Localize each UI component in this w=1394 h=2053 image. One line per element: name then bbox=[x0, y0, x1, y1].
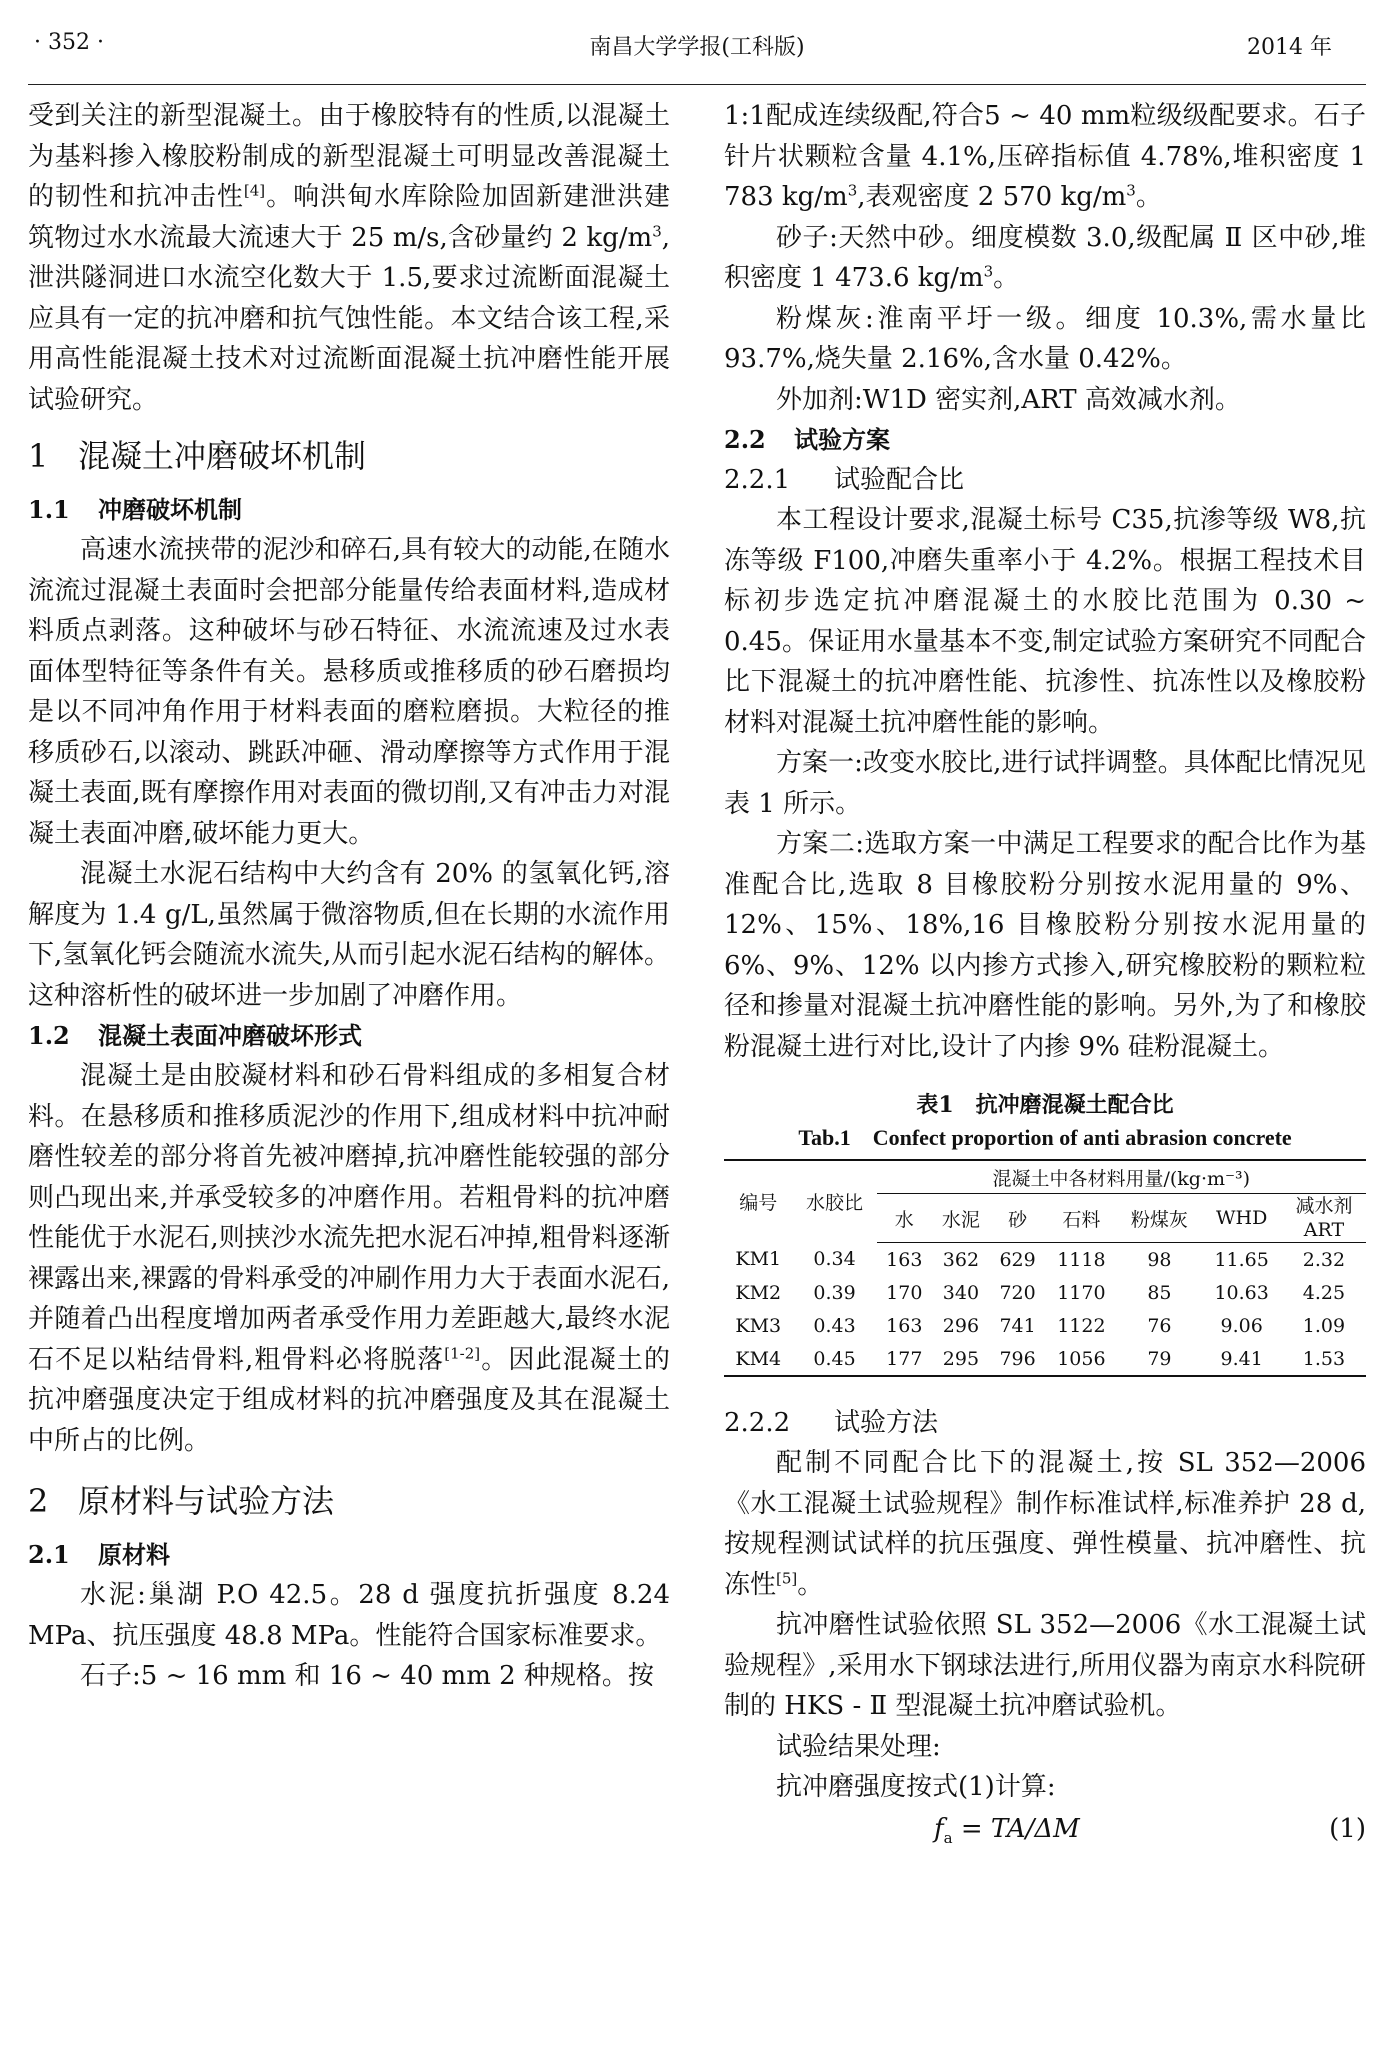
mix-proportion-table bbox=[724, 1159, 1366, 1377]
paragraph: 配制不同配合比下的混凝土,按 SL 352—2006《水工混凝土试验规程》制作标准试样,标准养护 28 d,按规程测试试样的抗压强度、弹性模量、抗冲磨性、抗冻性[5]。 bbox=[724, 1448, 1366, 1600]
table-header-id: 编号 bbox=[724, 1160, 793, 1243]
right-column bbox=[724, 96, 1366, 1859]
table-row: KM3 0.43 163 296 741 1122 76 9.06 1.09 bbox=[735, 1314, 1346, 1337]
paragraph: 方案一:改变水胶比,进行试拌调整。具体配比情况见表 1 所示。 bbox=[724, 748, 1366, 819]
table-header-water: 水 bbox=[877, 1194, 932, 1243]
table-header-flyash: 粉煤灰 bbox=[1117, 1194, 1201, 1243]
section-2-2-2-heading: 2.2.2 试验方法 bbox=[724, 1408, 939, 1438]
table-header-stone: 石料 bbox=[1045, 1194, 1117, 1243]
table-header-whd: WHD bbox=[1201, 1194, 1281, 1243]
table-header-art: 减水剂 ART bbox=[1282, 1194, 1366, 1243]
section-1-2-heading: 1.2 混凝土表面冲磨破坏形式 bbox=[28, 1021, 362, 1050]
left-column bbox=[28, 96, 670, 1697]
paragraph: 抗冲磨强度按式(1)计算: bbox=[776, 1772, 1056, 1802]
section-2-1-heading: 2.1 原材料 bbox=[28, 1540, 170, 1569]
table-header-cement: 水泥 bbox=[932, 1194, 990, 1243]
section-2-2-1-heading: 2.2.1 试验配合比 bbox=[724, 465, 965, 495]
section-1-heading: 1 混凝土冲磨破坏机制 bbox=[28, 437, 367, 475]
journal-year: 2014 年 bbox=[1247, 35, 1332, 60]
paragraph: 试验结果处理: bbox=[776, 1731, 941, 1762]
paragraph: 水泥:巢湖 P.O 42.5。28 d 强度抗折强度 8.24 MPa、抗压强度 48.8 MPa。性能符合国家标准要求。 bbox=[28, 1580, 670, 1651]
paragraph: 1:1配成连续级配,符合5 ~ 40 mm粒级级配要求。石子针片状颗粒含量 4.1%,压碎指标值 4.78%,堆积密度 1 783 $kg/m^3$,表观密度 2 570 $kg/m^3$。 bbox=[724, 101, 1366, 212]
journal-title: 南昌大学学报(工科版) bbox=[589, 35, 805, 60]
table-header-ratio: 水胶比 bbox=[793, 1160, 877, 1243]
paragraph: 砂子:天然中砂。细度模数 3.0,级配属 Ⅱ 区中砂,堆积密度 1 473.6 $kg/m^3$。 bbox=[724, 222, 1366, 293]
equation-number: (1) bbox=[1329, 1813, 1366, 1844]
section-2-2-heading: 2.2 试验方案 bbox=[724, 425, 890, 454]
table-caption-cn: 表1 抗冲磨混凝土配合比 bbox=[916, 1092, 1174, 1118]
table-group-header: 混凝土中各材料用量/(kg·m⁻³) bbox=[877, 1160, 1366, 1194]
table-row: KM2 0.39 170 340 720 1170 85 10.63 4.25 bbox=[735, 1281, 1346, 1304]
paragraph: 外加剂:W1D 密实剂,ART 高效减水剂。 bbox=[776, 384, 1241, 415]
paragraph: 方案二:选取方案一中满足工程要求的配合比作为基准配合比,选取 8 目橡胶粉分别按水泥用量的 9%、12%、15%、18%,16 目橡胶粉分别按水泥用量的 6%、9%、12% 以内掺方式掺入,研究橡胶粉的颗粒粒径和掺量对混凝土抗冲磨性能的影响。另外,为了和橡胶粉混凝土进行对比,设计了内掺 9% 硅粉混凝土。 bbox=[724, 829, 1366, 1062]
paragraph: 本工程设计要求,混凝土标号 C35,抗渗等级 W8,抗冻等级 F100,冲磨失重率小于 4.2%。根据工程技术目标初步选定抗冲磨混凝土的水胶比范围为 0.30 ~ 0.45。保证用水量基本不变,制定试验方案研究不同配合比下混凝土的抗冲磨性能、抗渗性、抗冻性以及橡胶粉材料对混凝土抗冲磨性能的影响。 bbox=[724, 505, 1366, 738]
page-number: · 352 · bbox=[34, 30, 104, 55]
table-caption-en: Tab.1 Confect proportion of anti abrasion concrete bbox=[798, 1125, 1292, 1150]
equation-1: $f_a = TA/\Delta M$ (1) bbox=[724, 1808, 1366, 1859]
paragraph: 高速水流挟带的泥沙和碎石,具有较大的动能,在随水流流过混凝土表面时会把部分能量传给表面材料,造成材料质点剥落。这种破坏与砂石特征、水流流速及过水表面体型特征等条件有关。悬移质或推移质的砂石磨损均是以不同冲角作用于材料表面的磨粒磨损。大粒径的推移质砂石,以滚动、跳跃冲砸、滑动摩擦等方式作用于混凝土表面,既有摩擦作用对表面的微切削,又有冲击力对混凝土表面冲磨,破坏能力更大。 bbox=[28, 535, 670, 849]
table-row: KM4 0.45 177 295 796 1056 79 9.41 1.53 bbox=[724, 1342, 1366, 1376]
table-row: KM1 0.34 163 362 629 1118 98 11.65 2.32 bbox=[735, 1248, 1346, 1271]
paragraph: 抗冲磨性试验依照 SL 352—2006《水工混凝土试验规程》,采用水下钢球法进行,所用仪器为南京水科院研制的 HKS - Ⅱ 型混凝土抗冲磨试验机。 bbox=[724, 1610, 1366, 1721]
paragraph: 混凝土水泥石结构中大约含有 20% 的氢氧化钙,溶解度为 1.4 g/L,虽然属于微溶物质,但在长期的水流作用下,氢氧化钙会随流水流失,从而引起水泥石结构的解体。这种溶析性的破坏进一步加剧了冲磨作用。 bbox=[28, 859, 670, 1011]
intro-paragraph: 受到关注的新型混凝土。由于橡胶特有的性质,以混凝土为基料掺入橡胶粉制成的新型混凝土可明显改善混凝土的韧性和抗冲击性[4]。响洪甸水库除险加固新建泄洪建筑物过水水流最大流速大于 25 m/s,含砂量约 2 $kg/m^3$,泄洪隧洞进口水流空化数大于 1.5,要求过流断面混凝土应具有一定的抗冲磨和抗气蚀性能。本文结合该工程,采用高性能混凝土技术对过流断面混凝土抗冲磨性能开展试验研究。 bbox=[28, 101, 670, 415]
paragraph: 混凝土是由胶凝材料和砂石骨料组成的多相复合材料。在悬移质和推移质泥沙的作用下,组成材料中抗冲耐磨性较差的部分将首先被冲磨掉,抗冲磨性能较强的部分则凸现出来,并承受较多的冲磨作用。若粗骨料的抗冲磨性能优于水泥石,则挟沙水流先把水泥石冲掉,粗骨料逐渐裸露出来,裸露的骨料承受的冲刷作用力大于表面水泥石,并随着凸出程度增加两者承受作用力差距越大,最终水泥石不足以粘结骨料,粗骨料必将脱落[1-2]。因此混凝土的抗冲磨强度决定于组成材料的抗冲磨强度及其在混凝土中所占的比例。 bbox=[28, 1061, 670, 1456]
header-rule bbox=[28, 84, 1366, 85]
table-header-sand: 砂 bbox=[990, 1194, 1045, 1243]
paragraph: 粉煤灰:淮南平圩一级。细度 10.3%,需水量比 93.7%,烧失量 2.16%,含水量 0.42%。 bbox=[724, 303, 1366, 374]
section-1-1-heading: 1.1 冲磨破坏机制 bbox=[28, 495, 242, 524]
section-2-heading: 2 原材料与试验方法 bbox=[28, 1482, 335, 1520]
paragraph: 石子:5 ~ 16 mm 和 16 ~ 40 mm 2 种规格。按 bbox=[80, 1661, 654, 1691]
